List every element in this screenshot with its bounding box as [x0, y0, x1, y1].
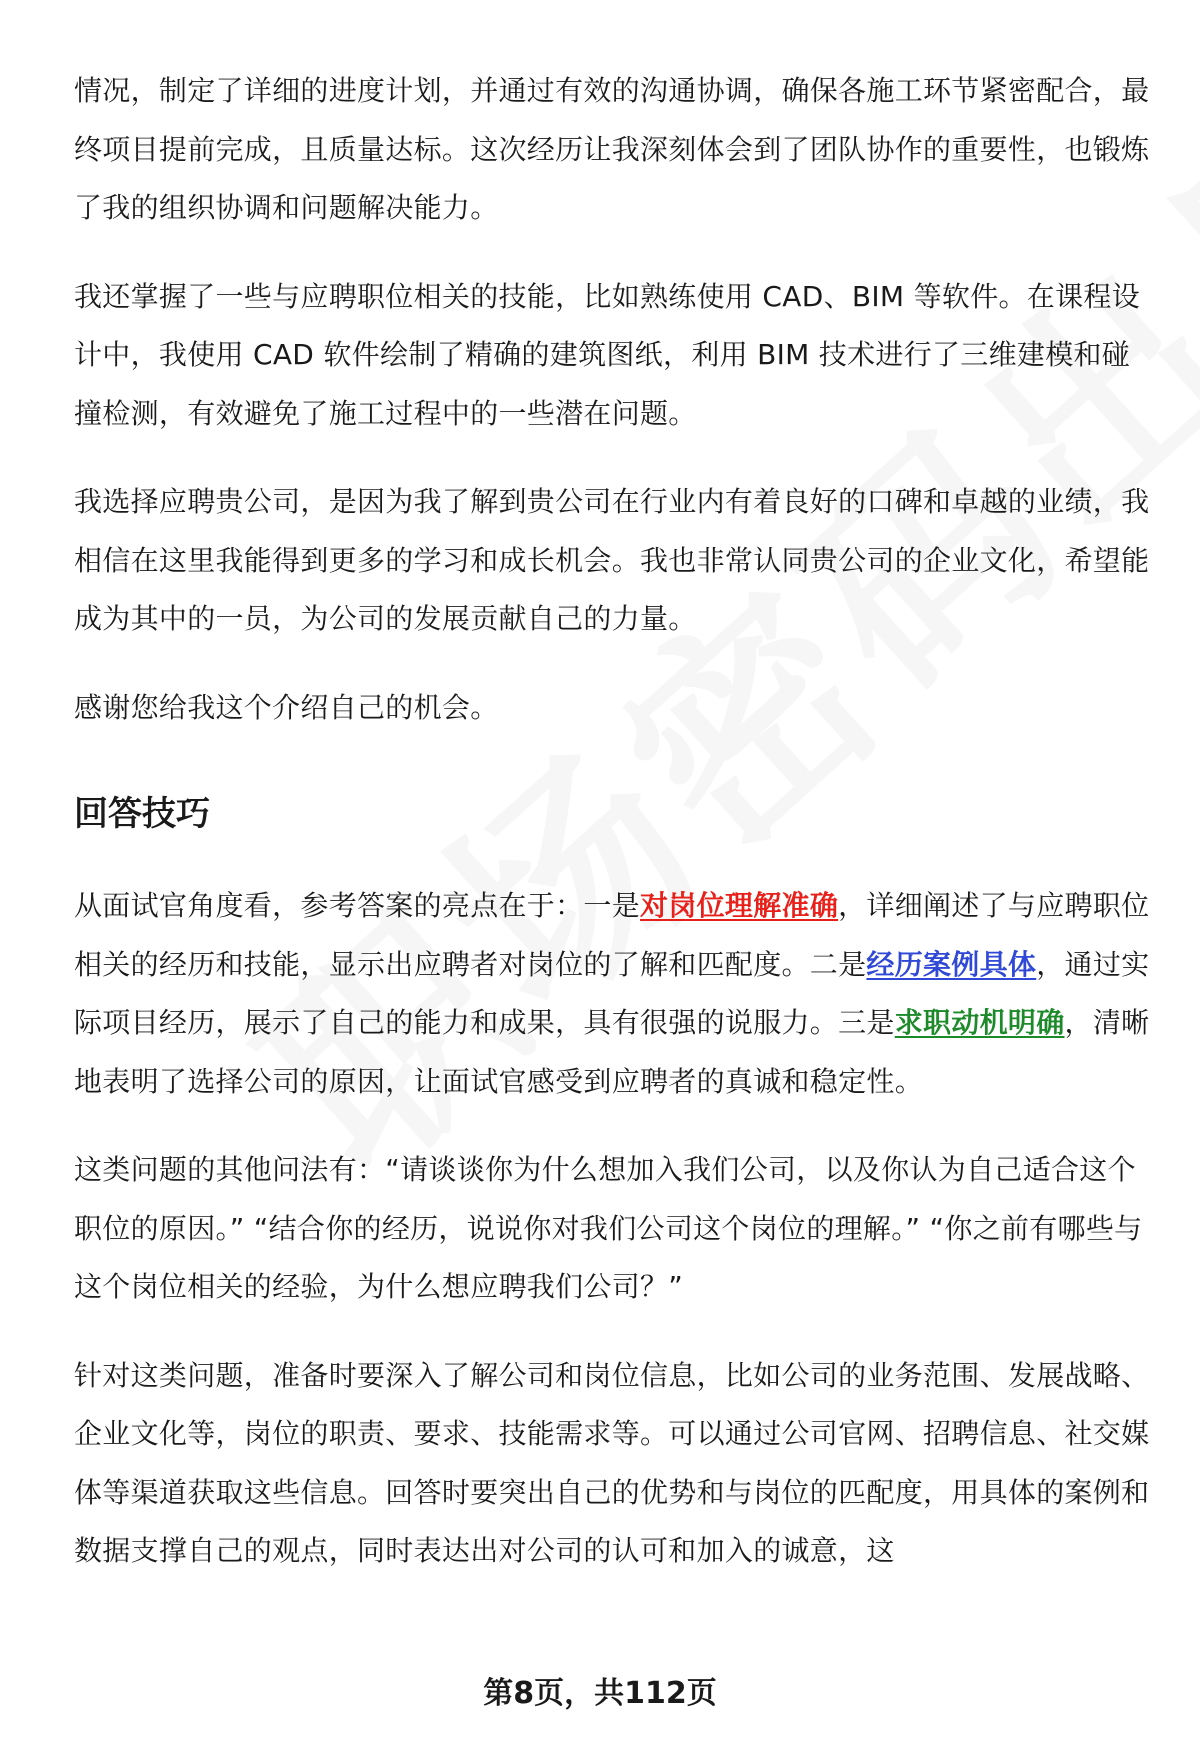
tips-text-4: ，清晰地表明了选择公司的原因，让面试官感受到应聘者的真诚和稳定性。	[74, 1006, 1150, 1098]
tips-text-2: ，详细阐述了与应聘职位相关的经历和技能，显示出应聘者对岗位的了解和匹配度。二是	[74, 889, 1150, 981]
tips-text-3: ，通过实际项目经历，展示了自己的能力和成果，具有很强的说服力。三是	[74, 947, 1150, 1039]
page-indicator: 第8页，共112页	[483, 1676, 717, 1711]
paragraph-tips	[74, 877, 1154, 1111]
paragraph-preparation-advice: 针对这类问题，准备时要深入了解公司和岗位信息，比如公司的业务范围、发展战略、企业文化等，岗位的职责、要求、技能需求等。可以通过公司官网、招聘信息、社交媒体等渠道获取这些信息。回答时要突出自己的优势和与岗位的匹配度，用具体的案例和数据支撑自己的观点，同时表达出对公司的认可和加入的诚意，这	[74, 1358, 1150, 1567]
paragraph-skills: 我还掌握了一些与应聘职位相关的技能，比如熟练使用 CAD、BIM 等软件。在课程设计中，我使用 CAD 软件绘制了精确的建筑图纸，利用 BIM 技术进行了三维建模和碰撞检测，有效避免了施工过程中的一些潜在问题。	[74, 279, 1140, 430]
paragraph-thanks: 感谢您给我这个介绍自己的机会。	[74, 690, 499, 724]
paragraph-motivation: 我选择应聘贵公司，是因为我了解到贵公司在行业内有着良好的口碑和卓越的业绩，我相信在这里我能得到更多的学习和成长机会。我也非常认同贵公司的企业文化，希望能成为其中的一员，为公司的发展贡献自己的力量。	[74, 485, 1150, 635]
document-body	[74, 62, 1154, 1611]
paragraph-alternative-questions: 这类问题的其他问法有：“请谈谈你为什么想加入我们公司，以及你认为自己适合这个职位的原因。” “结合你的经历，说说你对我们公司这个岗位的理解。” “你之前有哪些与这个岗位相关的经验，为什么想应聘我们公司？”	[74, 1153, 1143, 1303]
highlight-specific-cases: 经历案例具体	[866, 947, 1037, 981]
tips-text-1: 从面试官角度看，参考答案的亮点在于：一是	[74, 889, 641, 922]
highlight-clear-motivation: 求职动机明确	[894, 1006, 1065, 1039]
highlight-job-understanding: 对岗位理解准确	[640, 889, 839, 922]
paragraph-project-experience: 情况，制定了详细的进度计划，并通过有效的沟通协调，确保各施工环节紧密配合，最终项目提前完成，且质量达标。这次经历让我深刻体会到了团队协作的重要性，也锻炼了我的组织协调和问题解决能力。	[74, 74, 1150, 224]
section-heading: 回答技巧	[74, 794, 210, 834]
